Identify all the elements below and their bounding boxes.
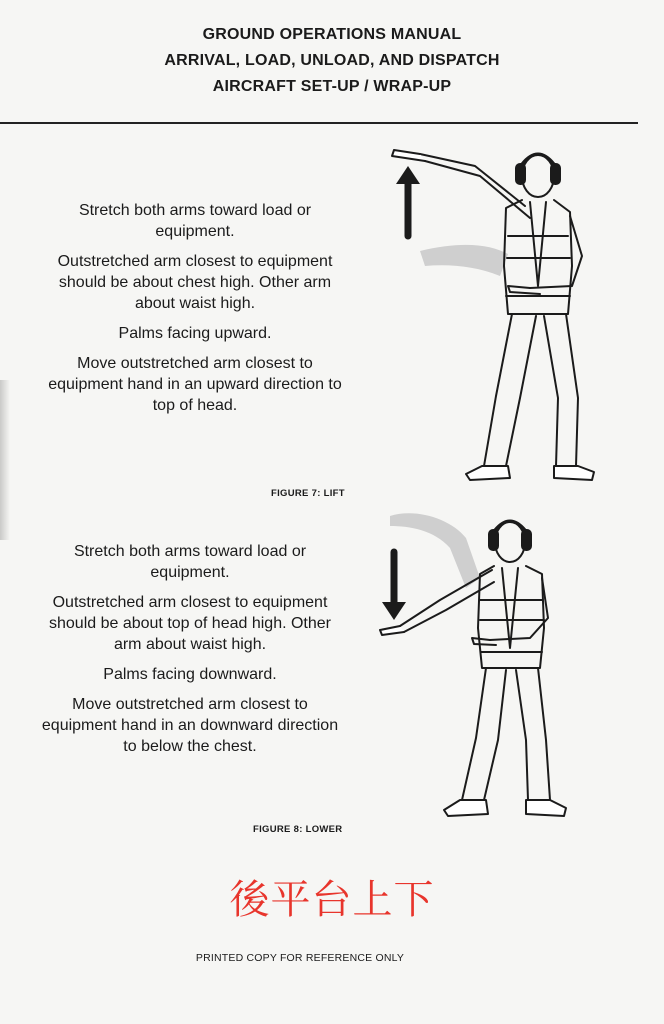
- page-edge-shadow: [0, 380, 10, 540]
- document-header: [0, 22, 664, 100]
- lower-step-2: Outstretched arm closest to equipment should be about top of head high. Other arm about waist high.: [49, 594, 331, 653]
- lift-instructions: [45, 200, 345, 425]
- lower-instructions: [40, 541, 340, 766]
- figure-8-caption: FIGURE 8: LOWER: [253, 824, 343, 835]
- marshaller-lower-signal-figure-icon: [370, 508, 600, 828]
- lower-step-3: Palms facing downward.: [103, 666, 277, 683]
- footer-notice: PRINTED COPY FOR REFERENCE ONLY: [195, 952, 405, 964]
- lift-step-2: Outstretched arm closest to equipment should be about chest high. Other arm about waist high.: [57, 253, 333, 312]
- lower-step-4: Move outstretched arm closest to equipment hand in an downward direction to below the chest.: [41, 696, 339, 755]
- header-subtitle: ARRIVAL, LOAD, UNLOAD, AND DISPATCH: [164, 52, 500, 69]
- lift-step-1: Stretch both arms toward load or equipment.: [78, 202, 312, 240]
- handwritten-annotation: 後平台上下: [229, 877, 435, 923]
- header-title: GROUND OPERATIONS MANUAL: [202, 26, 462, 43]
- lift-step-4: Move outstretched arm closest to equipment hand in an upward direction to top of head.: [48, 355, 342, 414]
- arrow-down-icon: [382, 552, 406, 620]
- header-section: AIRCRAFT SET-UP / WRAP-UP: [212, 78, 452, 95]
- figure-7-caption: FIGURE 7: LIFT: [271, 488, 345, 499]
- marshaller-lift-signal-figure-icon: [380, 136, 600, 486]
- lift-step-3: Palms facing upward.: [118, 325, 272, 342]
- arrow-up-icon: [396, 166, 420, 236]
- lower-step-1: Stretch both arms toward load or equipment.: [73, 543, 307, 581]
- header-divider: [0, 122, 638, 124]
